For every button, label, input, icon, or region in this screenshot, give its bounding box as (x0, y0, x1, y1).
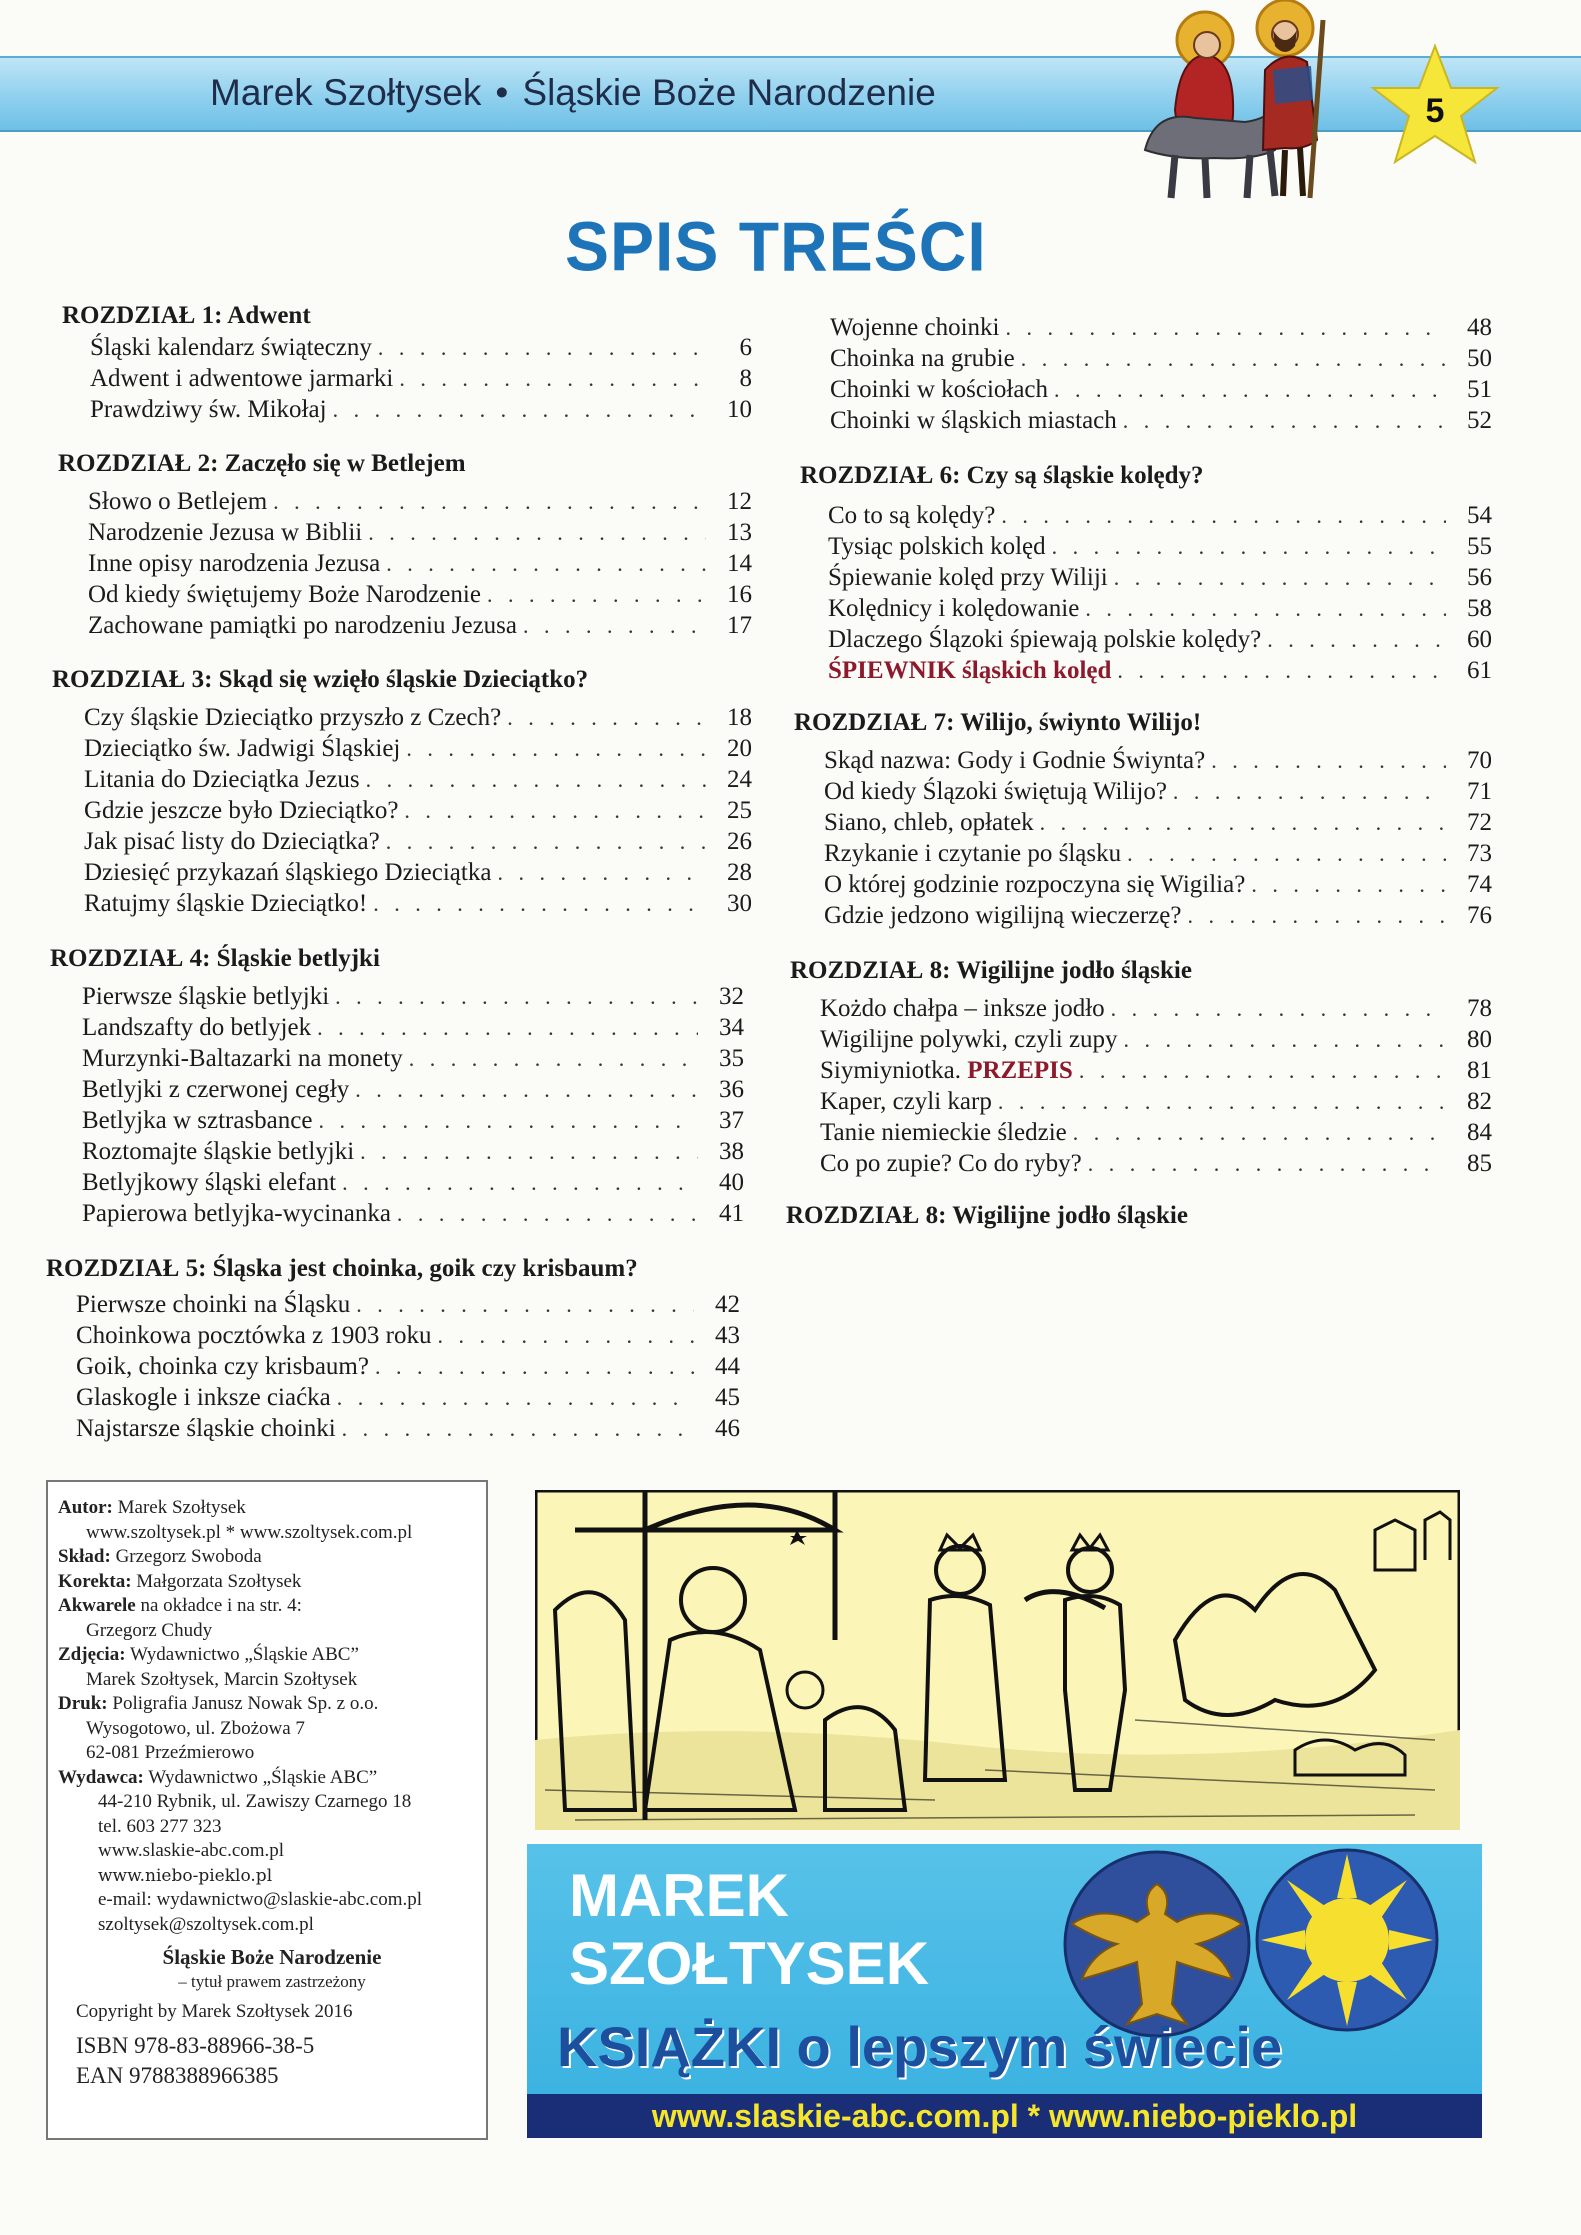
toc-column-right (788, 953, 1492, 1200)
banner-author-last: SZOŁTYSEK (569, 1930, 930, 1997)
entry-title: Śpiewanie kolęd przy Wiliji (828, 564, 1108, 591)
leader-dots (386, 826, 706, 857)
entry-page: 14 (727, 550, 752, 577)
chapter-entries (46, 1285, 740, 1444)
imprint-email: e-mail: wydawnictwo@slaskie-abc.com.pl (98, 1889, 423, 1910)
toc-entry[interactable] (830, 374, 1492, 405)
leader-dots (1040, 807, 1446, 838)
running-header (210, 72, 936, 114)
entry-page: 45 (715, 1384, 740, 1411)
imprint-typeset (58, 1545, 486, 1570)
spacer (788, 953, 1492, 1200)
imprint-print-postcode: 62-081 Przeźmierowo (86, 1742, 255, 1763)
entry-title: Roztomajte śląskie betlyjki (82, 1138, 355, 1165)
promo-banner (527, 1844, 1482, 2138)
leader-dots (1085, 593, 1446, 624)
leader-dots (406, 733, 706, 764)
entry-title: Choinka na grubie (830, 345, 1015, 372)
toc-entry[interactable] (824, 900, 1492, 931)
toc-entry[interactable] (828, 531, 1492, 562)
entry-title: Dzieciątko św. Jadwigi Śląskiej (84, 735, 401, 762)
leader-dots (375, 1351, 694, 1382)
entry-title: Wojenne choinki (830, 314, 1000, 341)
entry-title: Litania do Dzieciątka Jezus (84, 766, 360, 793)
entry-page: 51 (1467, 376, 1492, 403)
entry-title: Betlyjki z czerwonej cegły (82, 1076, 350, 1103)
toc-entry[interactable] (84, 764, 752, 795)
entry-page: 40 (719, 1169, 744, 1196)
recipe-marker: PRZEPIS (967, 1057, 1073, 1084)
imprint-value: Wydawnictwo „Śląskie ABC” (129, 1644, 359, 1665)
entry-page: 28 (727, 859, 752, 886)
leader-dots (1127, 838, 1446, 869)
toc-column-right (800, 460, 1492, 686)
chapter-entries-continued (830, 312, 1492, 436)
toc-entry[interactable] (76, 1320, 740, 1351)
toc-entry[interactable] (84, 733, 752, 764)
toc-entry[interactable] (82, 1105, 744, 1136)
entry-page: 30 (727, 890, 752, 917)
leader-dots (1251, 869, 1446, 900)
leader-dots (342, 1167, 698, 1198)
leader-dots (318, 1105, 698, 1136)
imprint-email-2: szoltysek@szoltysek.com.pl (98, 1913, 314, 1935)
toc-entry[interactable] (82, 1012, 744, 1043)
imprint-publisher-site: www.slaskie-abc.com.pl (98, 1840, 285, 1861)
toc-entry[interactable] (76, 1351, 740, 1382)
chapter-heading: ROZDZIAŁ 4: Śląskie betlyjki (50, 945, 380, 972)
toc-entry[interactable] (824, 807, 1492, 838)
imprint-publisher-tel: tel. 603 277 323 (98, 1815, 222, 1837)
imprint-ean: EAN 9788388966385 (76, 2062, 279, 2088)
toc-entry[interactable] (824, 745, 1492, 776)
imprint-value: Małgorzata Szołtysek (136, 1570, 302, 1592)
toc-chapter-8-visible (786, 1200, 1492, 1232)
toc-column-left (46, 1253, 740, 1444)
entry-title: Glaskogle i inksze ciaćka (76, 1384, 331, 1411)
entry-title: Pierwsze śląskie betlyjki (82, 983, 330, 1010)
chapter-8-heading-text: ROZDZIAŁ 8: Wigilijne jodło śląskie (786, 1202, 1188, 1229)
leader-dots (1005, 312, 1446, 343)
imprint-photos (58, 1643, 486, 1668)
imprint-value: Poligrafia Janusz Nowak Sp. z o.o. (112, 1693, 379, 1714)
leader-dots (1052, 531, 1446, 562)
imprint-proof (58, 1570, 486, 1595)
imprint-watercolors (58, 1594, 486, 1619)
toc-entry[interactable] (88, 579, 752, 610)
chapter-heading: ROZDZIAŁ 5: Śląska jest choinka, goik czy krisbaum? (46, 1255, 638, 1282)
entry-title: Narodzenie Jezusa w Biblii (88, 519, 363, 546)
leader-dots (1001, 500, 1446, 531)
imprint-value: Grzegorz Swoboda (115, 1546, 262, 1567)
toc-entry[interactable] (84, 702, 752, 733)
toc-entry[interactable] (82, 1043, 744, 1074)
toc-title: SPIS TREŚCI (565, 206, 987, 286)
header-book-title: Śląskie Boże Narodzenie (522, 72, 936, 113)
leader-dots (1267, 624, 1446, 655)
entry-title: Choinkowa pocztówka z 1903 roku (76, 1322, 432, 1349)
toc-column-left (58, 448, 752, 641)
entry-title: O której godzinie rozpoczyna się Wigilia? (824, 871, 1246, 898)
nativity-woodcut-illustration (535, 1490, 1460, 1830)
imprint-label: Zdjęcia: (58, 1644, 126, 1665)
leader-dots (273, 486, 706, 517)
imprint-photos-authors: Marek Szołtysek, Marcin Szołtysek (86, 1668, 358, 1690)
imprint-publisher-address: 44-210 Rybnik, ul. Zawiszy Czarnego 18 (98, 1791, 412, 1812)
entry-title: Skąd nazwa: Gody i Godnie Świynta? (824, 747, 1206, 774)
holy-family-illustration (1135, 0, 1365, 200)
chapter-entries (62, 332, 752, 425)
entry-title: Siano, chleb, opłatek (824, 809, 1034, 836)
leader-dots (1173, 776, 1446, 807)
leader-dots (1021, 343, 1446, 374)
chapter-heading: ROZDZIAŁ 2: Zaczęło się w Betlejem (58, 450, 466, 477)
imprint-publisher (58, 1766, 486, 1791)
entry-title-highlight: ŚPIEWNIK śląskich kolęd (828, 657, 1112, 684)
entry-title: Goik, choinka czy krisbaum? (76, 1353, 369, 1380)
toc-entry[interactable] (82, 981, 744, 1012)
leader-dots (342, 1413, 694, 1444)
entry-page: 61 (1467, 657, 1492, 684)
toc-column-left (52, 664, 752, 919)
toc-entry[interactable] (82, 1074, 744, 1105)
leader-dots (366, 764, 706, 795)
toc-entry[interactable] (824, 838, 1492, 869)
entry-title: Śląski kalendarz świąteczny (90, 334, 372, 361)
entry-page: 20 (727, 735, 752, 762)
entry-page: 8 (739, 365, 752, 392)
leader-dots (1054, 374, 1446, 405)
entry-page: 44 (715, 1353, 740, 1380)
chapter-entries (800, 492, 1492, 686)
entry-title: Najstarsze śląskie choinki (76, 1415, 336, 1442)
toc-entry[interactable] (84, 888, 752, 919)
entry-page: 10 (727, 396, 752, 423)
leader-dots (373, 888, 706, 919)
imprint-author-sites: www.szoltysek.pl * www.szoltysek.com.pl (86, 1521, 413, 1543)
entry-title: Dlaczego Ślązoki śpiewają polskie kolędy? (828, 626, 1262, 653)
entry-page: 73 (1467, 840, 1492, 867)
chapter-entries (52, 696, 752, 919)
banner-author-first: MAREK (569, 1862, 789, 1929)
leader-dots (386, 548, 706, 579)
chapter-heading: ROZDZIAŁ 3: Skąd się wzięło śląskie Dzieciątko? (52, 666, 589, 693)
entry-page: 26 (727, 828, 752, 855)
entry-title: Słowo o Betlejem (88, 488, 268, 515)
entry-title: Co to są kolędy? (828, 502, 996, 529)
leader-dots (1211, 745, 1446, 776)
entry-page: 17 (727, 612, 752, 639)
entry-title: Choinki w śląskich miastach (830, 407, 1117, 434)
toc-entry[interactable] (824, 776, 1492, 807)
toc-entry[interactable] (828, 500, 1492, 531)
toc-entry[interactable] (88, 610, 752, 641)
toc-entry[interactable] (82, 1198, 744, 1229)
leader-dots (523, 610, 706, 641)
imprint-box (46, 1480, 488, 2140)
imprint-print-address: Wysogotowo, ul. Zbożowa 7 (86, 1717, 305, 1739)
toc-entry[interactable] (830, 343, 1492, 374)
entry-page: 38 (719, 1138, 744, 1165)
leader-dots (404, 795, 706, 826)
imprint-copyright: Copyright by Marek Szołtysek 2016 (76, 2001, 353, 2022)
header-author: Marek Szołtysek (210, 72, 482, 113)
entry-page: 12 (727, 488, 752, 515)
entry-title: Czy śląskie Dzieciątko przyszło z Czech? (84, 704, 502, 731)
imprint-watercolors-author: Grzegorz Chudy (86, 1619, 213, 1641)
imprint-isbn: ISBN 978-83-88966-38-5 (76, 2032, 315, 2058)
header-separator: • (495, 72, 509, 113)
toc-entry[interactable] (830, 405, 1492, 436)
sun-icon (1247, 1844, 1447, 2040)
entry-page: 84 (1467, 1119, 1492, 1146)
leader-dots (378, 332, 706, 363)
entry-page: 74 (1467, 871, 1492, 898)
toc-entry[interactable] (828, 593, 1492, 624)
entry-page: 34 (719, 1014, 744, 1041)
entry-page: 13 (727, 519, 752, 546)
entry-page: 60 (1467, 626, 1492, 653)
toc-entry[interactable] (88, 486, 752, 517)
entry-page: 42 (715, 1291, 740, 1318)
toc-column-left (50, 943, 744, 1229)
entry-page: 48 (1467, 314, 1492, 341)
banner-author (569, 1862, 929, 1998)
entry-title: Kolędnicy i kolędowanie (828, 595, 1080, 622)
toc-entry[interactable] (84, 826, 752, 857)
entry-page: 80 (1467, 1026, 1492, 1053)
leader-dots (368, 517, 706, 548)
imprint-publisher-site-2: www.niebo-pieklo.pl (98, 1865, 273, 1886)
entry-page: 81 (1467, 1057, 1492, 1084)
imprint-label: Autor: (58, 1497, 113, 1518)
leader-dots (409, 1043, 698, 1074)
toc-entry[interactable] (90, 363, 752, 394)
toc-entry[interactable] (828, 624, 1492, 655)
leader-dots (1117, 655, 1446, 686)
entry-page: 43 (715, 1322, 740, 1349)
toc-entry[interactable] (824, 869, 1492, 900)
entry-title: Adwent i adwentowe jarmarki (90, 365, 394, 392)
entry-title: Wigilijne polywki, czyli zupy (820, 1026, 1118, 1053)
imprint-author (58, 1496, 486, 1521)
entry-page: 32 (719, 983, 744, 1010)
entry-title: Kożdo chałpa – inksze jodło (820, 995, 1105, 1022)
leader-dots (399, 363, 706, 394)
toc-entry[interactable] (90, 332, 752, 363)
leader-dots (337, 1382, 694, 1413)
entry-title: Choinki w kościołach (830, 376, 1049, 403)
toc-entry[interactable] (76, 1289, 740, 1320)
entry-page: 24 (727, 766, 752, 793)
entry-title: Landszafty do betlyjek (82, 1014, 312, 1041)
entry-title: Kaper, czyli karp (820, 1088, 992, 1115)
entry-page: 41 (719, 1200, 744, 1227)
entry-title: Od kiedy Ślązoki świętują Wilijo? (824, 778, 1167, 805)
entry-title: Zachowane pamiątki po narodzeniu Jezusa (88, 612, 517, 639)
leader-dots (360, 1136, 698, 1167)
entry-page: 6 (739, 334, 752, 361)
entry-page: 56 (1467, 564, 1492, 591)
entry-page: 25 (727, 797, 752, 824)
entry-page: 46 (715, 1415, 740, 1442)
leader-dots (356, 1289, 694, 1320)
toc-entry[interactable] (84, 857, 752, 888)
entry-page: 70 (1467, 747, 1492, 774)
chapter-entries (58, 480, 752, 641)
leader-dots (1187, 900, 1446, 931)
entry-title: Murzynki-Baltazarki na monety (82, 1045, 403, 1072)
entry-page: 18 (727, 704, 752, 731)
leader-dots (335, 981, 698, 1012)
entry-title: Gdzie jeszcze było Dzieciątko? (84, 797, 399, 824)
entry-title: Dziesięć przykazań śląskiego Dzieciątka (84, 859, 492, 886)
toc-entry[interactable] (76, 1413, 740, 1444)
entry-title: Inne opisy narodzenia Jezusa (88, 550, 381, 577)
entry-page: 78 (1467, 995, 1492, 1022)
entry-page: 16 (727, 581, 752, 608)
leader-dots (497, 857, 706, 888)
banner-slogan: KSIĄŻKI o lepszym świecie (557, 2015, 1283, 2078)
entry-title: Siymiyniotka. PRZEPIS (820, 1057, 1073, 1084)
entry-page: 36 (719, 1076, 744, 1103)
entry-page: 35 (719, 1045, 744, 1072)
entry-title: Tanie niemieckie śledzie (820, 1119, 1067, 1146)
entry-page: 54 (1467, 502, 1492, 529)
entry-page: 71 (1467, 778, 1492, 805)
entry-title: Od kiedy świętujemy Boże Narodzenie (88, 581, 481, 608)
entry-title: Papierowa betlyjka-wycinanka (82, 1200, 391, 1227)
toc-column-right (830, 312, 1492, 436)
chapter-heading: ROZDZIAŁ 7: Wilijo, świynto Wilijo! (794, 709, 1202, 736)
entry-title: Ratujmy śląskie Dzieciątko! (84, 890, 368, 917)
leader-dots (1123, 405, 1446, 436)
entry-title: Co po zupie? Co do ryby? (820, 1150, 1082, 1177)
entry-title: Prawdziwy św. Mikołaj (90, 396, 327, 423)
toc-column-left (62, 300, 752, 425)
imprint-label: Akwarele (58, 1595, 136, 1616)
toc-entry[interactable] (88, 548, 752, 579)
entry-page: 76 (1467, 902, 1492, 929)
imprint-print (58, 1692, 486, 1717)
leader-dots (507, 702, 706, 733)
chapter-entries (50, 975, 744, 1229)
leader-dots (333, 394, 706, 425)
chapter-heading: ROZDZIAŁ 8: Wigilijne jodło śląskie (790, 957, 1192, 984)
leader-dots (317, 1012, 698, 1043)
imprint-label: Druk: (58, 1693, 108, 1714)
toc-column-right (794, 707, 1492, 931)
entry-title: Betlyjkowy śląski elefant (82, 1169, 337, 1196)
leader-dots (355, 1074, 698, 1105)
chapter-entries (794, 739, 1492, 931)
entry-title: Gdzie jedzono wigilijną wieczerzę? (824, 902, 1182, 929)
chapter-heading: ROZDZIAŁ 1: Adwent (62, 302, 311, 329)
toc-entry[interactable] (82, 1167, 744, 1198)
imprint-label: Korekta: (58, 1570, 132, 1592)
chapter-heading (786, 1200, 1492, 1232)
toc-entry[interactable] (828, 562, 1492, 593)
entry-title: Rzykanie i czytanie po śląsku (824, 840, 1122, 867)
entry-title: Betlyjka w sztrasbance (82, 1107, 313, 1134)
leader-dots (487, 579, 706, 610)
leader-dots (437, 1320, 694, 1351)
entry-page: 58 (1467, 595, 1492, 622)
entry-page: 55 (1467, 533, 1492, 560)
imprint-reserved: – tytuł prawem zastrzeżony (178, 1971, 366, 1991)
leader-dots (397, 1198, 698, 1229)
entry-page: 72 (1467, 809, 1492, 836)
entry-title: Tysiąc polskich kolęd (828, 533, 1046, 560)
toc-entry[interactable] (830, 312, 1492, 343)
imprint-value: Marek Szołtysek (117, 1497, 246, 1518)
imprint-label: Wydawca: (58, 1766, 144, 1788)
chapter-heading: ROZDZIAŁ 6: Czy są śląskie kolędy? (800, 462, 1204, 489)
entry-page: 50 (1467, 345, 1492, 372)
toc-entry[interactable] (828, 655, 1492, 686)
entry-title: Jak pisać listy do Dzieciątka? (84, 828, 380, 855)
entry-page: 52 (1467, 407, 1492, 434)
toc-entry[interactable] (84, 795, 752, 826)
entry-title: Pierwsze choinki na Śląsku (76, 1291, 351, 1318)
imprint-label: Skład: (58, 1546, 111, 1567)
imprint-book-title: Śląskie Boże Narodzenie (162, 1945, 382, 1969)
entry-page: 82 (1467, 1088, 1492, 1115)
toc-entry[interactable] (76, 1382, 740, 1413)
leader-dots (1114, 562, 1446, 593)
banner-links[interactable]: www.slaskie-abc.com.pl * www.niebo-pieklo.pl (527, 2094, 1482, 2138)
imprint-value: Wydawnictwo „Śląskie ABC” (148, 1766, 378, 1788)
toc-entry[interactable] (82, 1136, 744, 1167)
toc-entry[interactable] (90, 394, 752, 425)
imprint-value: na okładce i na str. 4: (140, 1595, 302, 1616)
page-number: 5 (1425, 92, 1445, 130)
entry-page: 85 (1467, 1150, 1492, 1177)
entry-page: 37 (719, 1107, 744, 1134)
toc-entry[interactable] (88, 517, 752, 548)
